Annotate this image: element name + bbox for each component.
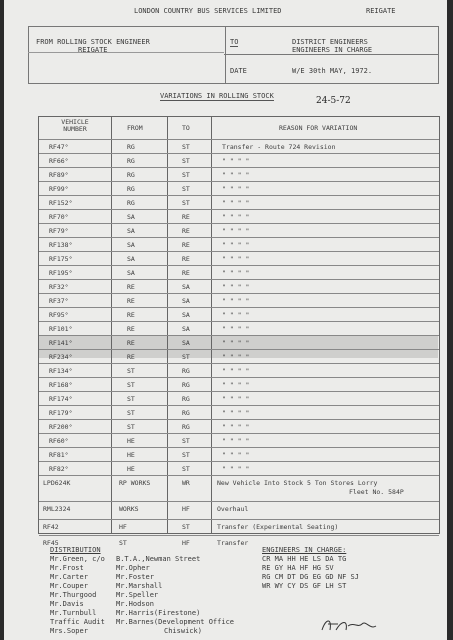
distribution-name: Mr.Foster bbox=[116, 573, 154, 581]
to-depot: WR bbox=[182, 479, 190, 487]
distribution-name: Mr.Marshall bbox=[116, 582, 163, 590]
engineers-heading: ENGINEERS IN CHARGE: bbox=[262, 546, 347, 554]
reason: " " " " bbox=[222, 227, 250, 235]
vehicle-number: RF32° bbox=[49, 283, 69, 291]
distribution-name: Mr.Harris(Firestone) bbox=[116, 609, 201, 617]
table-row bbox=[39, 139, 439, 154]
date-label: DATE bbox=[230, 67, 247, 75]
from-depot: HE bbox=[127, 437, 135, 445]
vehicle-number: RF82° bbox=[49, 465, 69, 473]
table-row bbox=[39, 475, 439, 502]
table-row bbox=[39, 377, 439, 392]
to-depot: SA bbox=[182, 339, 190, 347]
from-depot: SA bbox=[127, 255, 135, 263]
reason: " " " " bbox=[222, 255, 250, 263]
vehicle-number: RML2324 bbox=[43, 505, 71, 513]
reason: Transfer bbox=[217, 539, 249, 547]
distribution-name: Mr.Frost bbox=[50, 564, 84, 572]
to-line1: DISTRICT ENGINEERS bbox=[292, 38, 368, 46]
vehicle-number: RF168° bbox=[49, 381, 73, 389]
col-to-header: TO bbox=[182, 124, 190, 132]
distribution-name: Traffic Audit bbox=[50, 618, 105, 626]
vehicle-number: RF45 bbox=[43, 539, 59, 547]
table-row bbox=[39, 153, 439, 168]
table-row bbox=[39, 405, 439, 420]
from-depot: RP WORKS bbox=[119, 479, 151, 487]
from-depot: RG bbox=[127, 157, 135, 165]
from-depot: ST bbox=[127, 423, 135, 431]
distribution-name: Mr.Turnbull bbox=[50, 609, 97, 617]
reason: " " " " bbox=[222, 381, 250, 389]
table-row bbox=[39, 433, 439, 448]
from-depot: RE bbox=[127, 297, 135, 305]
table-row bbox=[39, 195, 439, 210]
col-reason-header: REASON FOR VARIATION bbox=[279, 124, 358, 132]
reason-continued: Fleet No. 584P bbox=[349, 488, 404, 496]
table-row bbox=[39, 209, 439, 224]
table-row bbox=[39, 265, 439, 280]
table-row bbox=[39, 391, 439, 406]
reason: " " " " bbox=[222, 241, 250, 249]
rolling-stock-table bbox=[38, 116, 440, 547]
vehicle-number: RF79° bbox=[49, 227, 69, 235]
reason: " " " " bbox=[222, 325, 250, 333]
vehicle-number: RF234° bbox=[49, 353, 73, 361]
reason: " " " " bbox=[222, 339, 250, 347]
page-title: VARIATIONS IN ROLLING STOCK bbox=[160, 92, 274, 100]
to-depot: RE bbox=[182, 213, 190, 221]
to-depot: ST bbox=[182, 437, 190, 445]
distribution-name: Mr.Carter bbox=[50, 573, 88, 581]
from-depot: RE bbox=[127, 339, 135, 347]
from-box bbox=[28, 26, 226, 84]
table-row bbox=[39, 363, 439, 378]
to-depot: HF bbox=[182, 505, 190, 513]
to-depot: SA bbox=[182, 325, 190, 333]
vehicle-number: RF152° bbox=[49, 199, 73, 207]
reason: " " " " bbox=[222, 353, 250, 361]
from-depot: RE bbox=[127, 353, 135, 361]
distribution-name: Chiswick) bbox=[164, 627, 202, 635]
reason: Transfer (Experimental Seating) bbox=[217, 523, 339, 531]
reason: " " " " bbox=[222, 437, 250, 445]
vehicle-number: RF134° bbox=[49, 367, 73, 375]
reason: Transfer - Route 724 Revision bbox=[222, 143, 336, 151]
to-depot: RG bbox=[182, 409, 190, 417]
from-depot: ST bbox=[127, 409, 135, 417]
table-row bbox=[39, 335, 439, 350]
to-depot: ST bbox=[182, 199, 190, 207]
table-row bbox=[39, 447, 439, 462]
distribution-name: Mrs.Soper bbox=[50, 627, 88, 635]
reason: Overhaul bbox=[217, 505, 249, 513]
reason: " " " " bbox=[222, 171, 250, 179]
to-label: TO bbox=[230, 38, 239, 46]
to-depot: RG bbox=[182, 381, 190, 389]
table-row bbox=[39, 321, 439, 336]
table-row bbox=[39, 519, 439, 536]
from-depot: RG bbox=[127, 171, 135, 179]
to-depot: RE bbox=[182, 255, 190, 263]
from-depot: ST bbox=[127, 367, 135, 375]
to-depot: SA bbox=[182, 297, 190, 305]
vehicle-number: RF37° bbox=[49, 297, 69, 305]
from-depot: HE bbox=[127, 451, 135, 459]
engineer-depots: RG CM DT DG EG GD NF SJ bbox=[262, 573, 359, 581]
reason: " " " " bbox=[222, 423, 250, 431]
from-depot: SA bbox=[127, 241, 135, 249]
from-depot: RE bbox=[127, 325, 135, 333]
vehicle-number: RF89° bbox=[49, 171, 69, 179]
distribution-name: Mr.Couper bbox=[50, 582, 88, 590]
reason: " " " " bbox=[222, 199, 250, 207]
table-row bbox=[39, 279, 439, 294]
reason: " " " " bbox=[222, 213, 250, 221]
table-row bbox=[39, 181, 439, 196]
vehicle-number: RF138° bbox=[49, 241, 73, 249]
from-line1 bbox=[36, 38, 150, 46]
to-depot: RG bbox=[182, 395, 190, 403]
to-depot: ST bbox=[182, 465, 190, 473]
from-depot: RE bbox=[127, 311, 135, 319]
table-row bbox=[39, 293, 439, 308]
date-value: W/E 30th MAY, 1972. bbox=[292, 67, 373, 75]
to-line2: ENGINEERS IN CHARGE bbox=[292, 46, 373, 54]
table-row bbox=[39, 501, 439, 520]
distribution-name: Mr.Opher bbox=[116, 564, 150, 572]
distribution-name: Mr.Speller bbox=[116, 591, 159, 599]
engineer-depots: WR WY CY DS GF LH ST bbox=[262, 582, 347, 590]
from-depot: HF bbox=[119, 523, 127, 531]
from-depot: RG bbox=[127, 143, 135, 151]
reason: " " " " bbox=[222, 451, 250, 459]
table-row bbox=[39, 237, 439, 252]
from-depot: SA bbox=[127, 269, 135, 277]
reason: New Vehicle Into Stock 5 Ton Stores Lorry bbox=[217, 479, 378, 487]
from-depot: RE bbox=[127, 283, 135, 291]
vehicle-number: RF81° bbox=[49, 451, 69, 459]
engineer-depots: CR MA HH HE LS DA TG bbox=[262, 555, 347, 563]
vehicle-number: RF70° bbox=[49, 213, 69, 221]
table-row bbox=[39, 349, 439, 364]
to-depot: ST bbox=[182, 353, 190, 361]
col-from-header: FROM bbox=[127, 124, 143, 132]
to-depot: ST bbox=[182, 157, 190, 165]
from-depot: RG bbox=[127, 199, 135, 207]
vehicle-number: LPD624K bbox=[43, 479, 71, 487]
to-depot: ST bbox=[182, 143, 190, 151]
distribution-name: Mr.Hodson bbox=[116, 600, 154, 608]
to-depot: RE bbox=[182, 241, 190, 249]
table-row bbox=[39, 167, 439, 182]
to-depot: RE bbox=[182, 227, 190, 235]
org-name: LONDON COUNTRY BUS SERVICES LIMITED bbox=[134, 7, 282, 15]
reason: " " " " bbox=[222, 269, 250, 277]
reason: " " " " bbox=[222, 367, 250, 375]
signature bbox=[318, 614, 380, 636]
reason: " " " " bbox=[222, 157, 250, 165]
reason: " " " " bbox=[222, 283, 250, 291]
vehicle-number: RF175° bbox=[49, 255, 73, 263]
from-name: ROLLING STOCK ENGINEER bbox=[57, 38, 150, 46]
from-depot: SA bbox=[127, 227, 135, 235]
distribution-name: B.T.A.,Newman Street bbox=[116, 555, 201, 563]
distribution-name: Mr.Green, c/o bbox=[50, 555, 105, 563]
table-row bbox=[39, 251, 439, 266]
table-row bbox=[39, 223, 439, 238]
vehicle-number: RF66° bbox=[49, 157, 69, 165]
reason: " " " " bbox=[222, 311, 250, 319]
table-row bbox=[39, 461, 439, 476]
reason: " " " " bbox=[222, 395, 250, 403]
vehicle-number: RF60° bbox=[49, 437, 69, 445]
from-label: FROM bbox=[36, 38, 53, 46]
vehicle-number: RF141° bbox=[49, 339, 73, 347]
to-depot: ST bbox=[182, 185, 190, 193]
reason: " " " " bbox=[222, 465, 250, 473]
col-vehicle-header: VEHICLE NUMBER bbox=[61, 118, 89, 133]
reason: " " " " bbox=[222, 297, 250, 305]
distribution-name: Mr.Davis bbox=[50, 600, 84, 608]
to-depot: SA bbox=[182, 311, 190, 319]
distribution-name: Mr.Barnes(Development Office bbox=[116, 618, 235, 626]
vehicle-number: RF42 bbox=[43, 523, 59, 531]
from-depot: WORKS bbox=[119, 505, 139, 513]
table-row bbox=[39, 307, 439, 322]
to-depot: SA bbox=[182, 283, 190, 291]
vehicle-number: RF174° bbox=[49, 395, 73, 403]
vehicle-number: RF200° bbox=[49, 423, 73, 431]
from-depot: ST bbox=[119, 539, 127, 547]
location: REIGATE bbox=[366, 7, 396, 15]
to-box bbox=[224, 26, 439, 84]
table-row bbox=[39, 419, 439, 434]
vehicle-number: RF47° bbox=[49, 143, 69, 151]
engineer-depots: RE GY HA HF HG SV bbox=[262, 564, 334, 572]
from-depot: HE bbox=[127, 465, 135, 473]
from-depot: RG bbox=[127, 185, 135, 193]
vehicle-number: RF179° bbox=[49, 409, 73, 417]
to-depot: RG bbox=[182, 423, 190, 431]
from-depot: ST bbox=[127, 395, 135, 403]
vehicle-number: RF95° bbox=[49, 311, 69, 319]
distribution-name: Mr.Thurgood bbox=[50, 591, 97, 599]
reason: " " " " bbox=[222, 185, 250, 193]
to-depot: RG bbox=[182, 367, 190, 375]
to-depot: ST bbox=[182, 523, 190, 531]
distribution-heading: DISTRIBUTION bbox=[50, 546, 101, 554]
from-depot: ST bbox=[127, 381, 135, 389]
vehicle-number: RF101° bbox=[49, 325, 73, 333]
to-depot: HF bbox=[182, 539, 190, 547]
to-depot: RE bbox=[182, 269, 190, 277]
from-line2: REIGATE bbox=[78, 46, 108, 54]
to-depot: ST bbox=[182, 171, 190, 179]
vehicle-number: RF195° bbox=[49, 269, 73, 277]
from-depot: SA bbox=[127, 213, 135, 221]
handwritten-date: 24-5-72 bbox=[316, 96, 351, 106]
to-depot: ST bbox=[182, 451, 190, 459]
vehicle-number: RF99° bbox=[49, 185, 69, 193]
reason: " " " " bbox=[222, 409, 250, 417]
memo-sheet bbox=[4, 0, 447, 640]
